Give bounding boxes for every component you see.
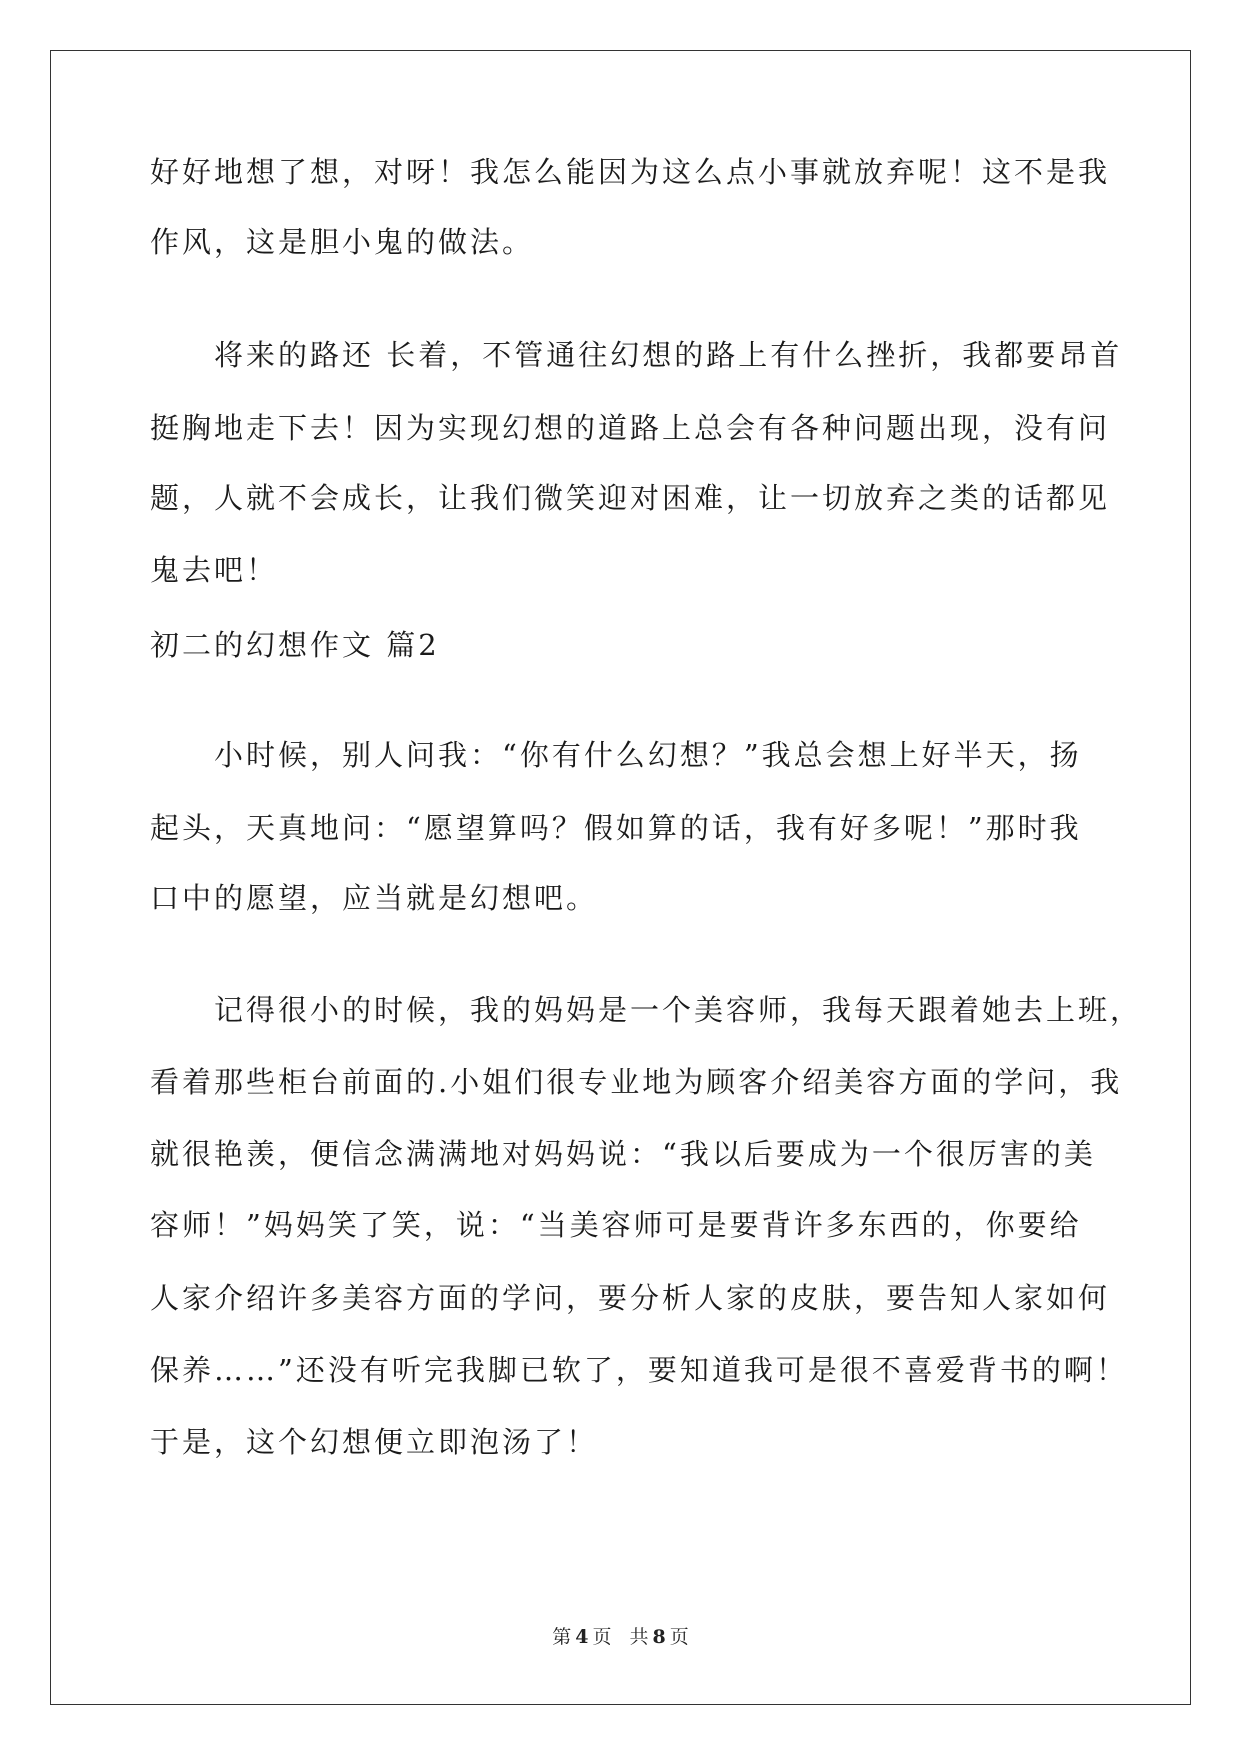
- body-line: 容师！”妈妈笑了笑，说：“当美容师可是要背许多东西的，你要给: [150, 1208, 1082, 1242]
- body-line: 小时候，别人问我：“你有什么幻想？”我总会想上好半天，扬: [150, 738, 1082, 772]
- body-line: 就很艳羡，便信念满满地对妈妈说：“我以后要成为一个很厉害的美: [150, 1137, 1096, 1171]
- body-line: 起头，天真地问：“愿望算吗？假如算的话，我有好多呢！”那时我: [150, 811, 1082, 845]
- page-current: 4: [575, 1626, 589, 1648]
- body-line: 记得很小的时候，我的妈妈是一个美容师，我每天跟着她去上班，: [150, 993, 1143, 1027]
- body-line: 挺胸地走下去！因为实现幻想的道路上总会有各种问题出现，没有问: [150, 411, 1111, 445]
- body-line: 鬼去吧！: [150, 553, 279, 587]
- body-line: 好好地想了想，对呀！我怎么能因为这么点小事就放弃呢！这不是我: [150, 155, 1111, 189]
- page-prefix: 第: [552, 1626, 572, 1648]
- body-line: 作风，这是胆小鬼的做法。: [150, 225, 535, 259]
- body-line: 于是，这个幻想便立即泡汤了！: [150, 1425, 599, 1459]
- page-total: 8: [652, 1626, 666, 1648]
- section-heading: 初二的幻想作文 篇2: [150, 628, 440, 662]
- body-line: 看着那些柜台前面的.小姐们很专业地为顾客介绍美容方面的学问，我: [150, 1065, 1123, 1099]
- body-line: 口中的愿望，应当就是幻想吧。: [150, 881, 599, 915]
- body-line: 题，人就不会成长，让我们微笑迎对困难，让一切放弃之类的话都见: [150, 481, 1111, 515]
- total-suffix: 页: [669, 1626, 689, 1648]
- body-line: 将来的路还 长着，不管通往幻想的路上有什么挫折，我都要昂首: [150, 338, 1123, 372]
- page-mid: 页: [592, 1626, 612, 1648]
- body-line: 保养……”还没有听完我脚已软了，要知道我可是很不喜爱背书的啊！: [150, 1353, 1128, 1387]
- body-line: 人家介绍许多美容方面的学问，要分析人家的皮肤，要告知人家如何: [150, 1281, 1111, 1315]
- total-prefix: 共: [629, 1626, 649, 1648]
- page-footer: [0, 1625, 1241, 1649]
